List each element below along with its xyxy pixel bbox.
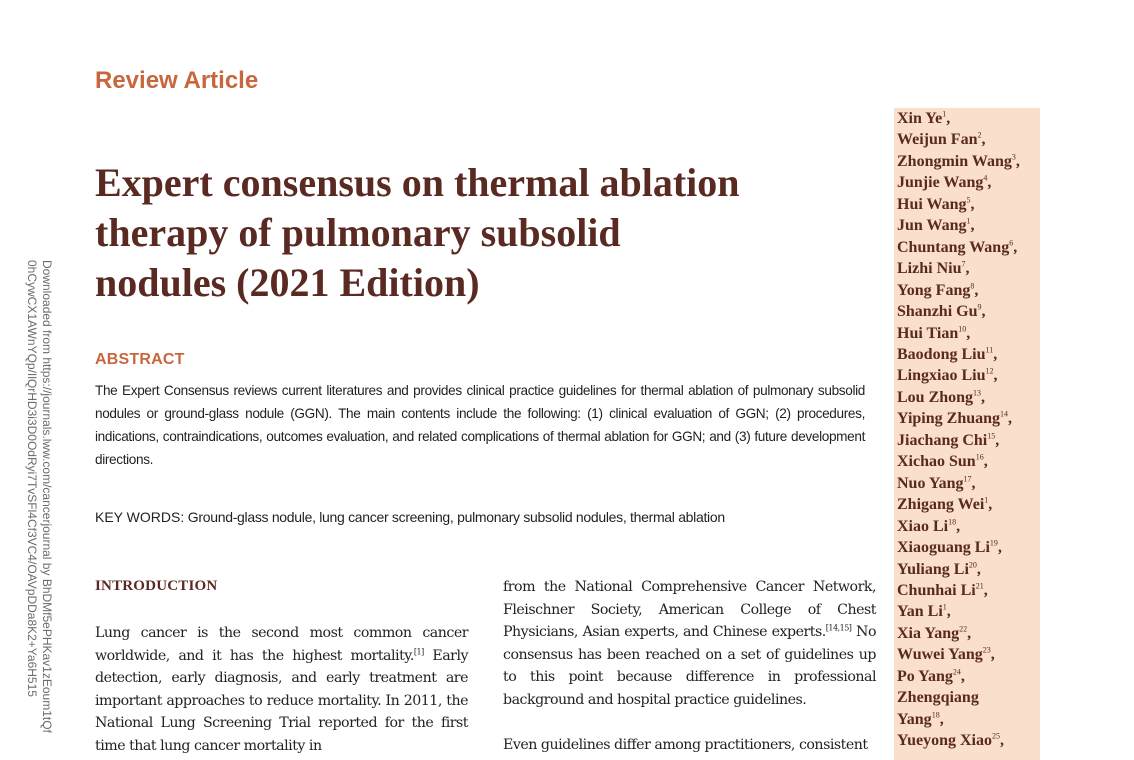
author-name[interactable]: Junjie Wang [897, 174, 984, 192]
author-separator: , [990, 646, 995, 664]
author-item [897, 365, 1040, 386]
author-affiliation: 15 [987, 431, 996, 441]
author-name[interactable]: Nuo Yang [897, 474, 964, 492]
keywords-text: Ground-glass nodule, lung cancer screening, pulmonary subsolid nodules, thermal ablation [184, 509, 725, 525]
author-affiliation: 25 [991, 731, 1000, 741]
author-item [897, 129, 1040, 150]
author-separator: , [983, 453, 988, 471]
author-name[interactable]: Xin Ye [897, 110, 943, 127]
author-item [897, 108, 1040, 129]
author-affiliation: 20 [968, 560, 977, 570]
author-affiliation: 1 [966, 216, 971, 226]
author-name[interactable]: Baodong Liu [897, 345, 986, 363]
intro-right-paragraph [503, 576, 876, 711]
author-item [897, 408, 1040, 429]
author-name[interactable]: Jun Wang [897, 217, 967, 235]
author-separator: , [939, 710, 944, 728]
author-affiliation: 23 [982, 646, 991, 655]
author-name[interactable]: Zhongmin Wang [897, 152, 1012, 170]
download-watermark [2, 260, 62, 760]
author-item [897, 451, 1040, 472]
author-affiliation: 12 [985, 367, 994, 377]
author-affiliation: 19 [989, 538, 998, 548]
author-item [897, 473, 1040, 494]
author-name[interactable]: Yang [897, 710, 932, 728]
abstract-heading: ABSTRACT [95, 351, 185, 368]
author-name[interactable]: Xichao Sun [897, 453, 976, 471]
author-separator: , [1015, 152, 1020, 170]
author-name[interactable]: Yiping Zhuang [897, 410, 1001, 428]
intro-left-text: Early detection, early diagnosis, and early treatment are important approaches to reduce mortality. In 2011, the National Lung Screening Trial reported for the first time that lung cancer mortality in [95, 647, 468, 754]
author-affiliation: 5 [966, 195, 971, 205]
author-affiliation: 13 [973, 388, 982, 398]
author-item [897, 666, 1040, 687]
author-item [897, 601, 1040, 622]
author-separator: , [988, 496, 993, 514]
intro-right-text: from the National Comprehensive Cancer Network, Fleischner Society, American College of Chest Physicians, Asian experts, and Chinese experts. [503, 579, 876, 640]
author-separator: , [999, 732, 1004, 750]
author-separator: , [970, 217, 975, 235]
author-separator: , [967, 624, 972, 642]
author-name[interactable]: Yuliang Li [897, 560, 969, 578]
author-item [897, 301, 1040, 322]
author-affiliation: 2 [977, 131, 982, 141]
author-item [897, 623, 1040, 644]
download-line-2: 0hCywCX1AWnYQp/IlQrHD3i3D0OdRyi7TvSFl4Cf3VC4/OAVpDDa8K2+Ya6H515 [25, 260, 39, 697]
author-name[interactable]: Yong Fang [897, 281, 971, 299]
author-separator: , [956, 517, 961, 535]
author-item [897, 709, 1040, 730]
author-item [897, 430, 1040, 451]
author-item [897, 172, 1040, 193]
author-affiliation: 4 [983, 174, 988, 184]
author-affiliation: 24 [952, 667, 961, 677]
author-affiliation: 17 [963, 474, 972, 484]
author-separator: , [966, 324, 971, 342]
author-name[interactable]: Zhigang Wei [897, 496, 985, 514]
author-item [897, 151, 1040, 172]
author-item [897, 580, 1040, 601]
author-separator: , [946, 603, 951, 621]
author-name[interactable]: Chuntang Wang [897, 238, 1010, 256]
author-separator: , [995, 431, 1000, 449]
author-name[interactable]: Po Yang [897, 667, 953, 685]
author-item [897, 215, 1040, 236]
author-item [897, 344, 1040, 365]
author-item [897, 516, 1040, 537]
author-name[interactable]: Wuwei Yang [897, 646, 983, 664]
author-list [894, 108, 1040, 752]
title-line: nodules (2021 Edition) [95, 260, 480, 305]
author-item [897, 537, 1040, 558]
authors-panel [894, 108, 1040, 760]
author-separator: , [974, 281, 979, 299]
author-item [897, 559, 1040, 580]
title-line: Expert consensus on thermal ablation [95, 160, 740, 205]
author-affiliation: 1 [942, 109, 947, 119]
citation-ref[interactable]: [1] [413, 646, 424, 656]
article-type-label: Review Article [95, 67, 259, 94]
author-name[interactable]: Weijun Fan [897, 131, 978, 149]
citation-ref[interactable]: [14,15] [825, 623, 852, 633]
author-name[interactable]: Lingxiao Liu [897, 367, 986, 385]
author-name[interactable]: Xia Yang [897, 624, 960, 642]
intro-left-text: Lung cancer is the second most common cancer worldwide, and it has the highest mortality. [95, 625, 468, 664]
author-separator: , [965, 260, 970, 278]
author-affiliation: 18 [948, 517, 957, 527]
author-affiliation: 8 [970, 281, 975, 291]
author-affiliation: 10 [958, 324, 967, 334]
author-separator: , [1008, 410, 1013, 428]
author-item [897, 687, 1040, 708]
author-separator: , [993, 367, 998, 385]
author-affiliation: 6 [1009, 238, 1014, 248]
author-affiliation: 1 [984, 495, 989, 505]
author-affiliation: 14 [1000, 410, 1009, 420]
author-separator: , [970, 195, 975, 213]
author-affiliation: 18 [931, 710, 940, 720]
author-name[interactable]: Shanzhi Gu [897, 303, 978, 321]
author-separator: , [981, 131, 986, 149]
author-separator: , [960, 667, 965, 685]
author-name[interactable]: Chunhai Li [897, 581, 976, 599]
author-item [897, 644, 1040, 665]
author-separator: , [971, 474, 976, 492]
author-separator: , [946, 110, 951, 127]
author-item [897, 323, 1040, 344]
author-name[interactable]: Zhengqiang [897, 689, 979, 707]
author-name[interactable]: Xiao Li [897, 517, 949, 535]
author-item [897, 494, 1040, 515]
keywords-label: KEY WORDS: [95, 509, 185, 525]
introduction-heading: INTRODUCTION [95, 578, 218, 594]
author-item [897, 387, 1040, 408]
title-line: therapy of pulmonary subsolid [95, 210, 621, 255]
author-name[interactable]: Jiachang Chi [897, 431, 988, 449]
author-item [897, 730, 1040, 751]
author-item [897, 258, 1040, 279]
author-name[interactable]: Xiaoguang Li [897, 539, 990, 557]
intro-left-paragraph [95, 622, 468, 757]
intro-right-paragraph-2: Even guidelines differ among practitioners, consistent [503, 737, 868, 753]
download-line-1: Downloaded from https://journals.lww.com/cancerjournal by BhDMf5ePHKav1zEoum1tQf [40, 260, 54, 733]
author-separator: , [993, 345, 998, 363]
author-affiliation: 16 [975, 452, 984, 462]
author-separator: , [981, 388, 986, 406]
author-name[interactable]: Lou Zhong [897, 388, 974, 406]
author-name[interactable]: Yueyong Xiao [897, 732, 992, 750]
abstract-body: The Expert Consensus reviews current literatures and provides clinical practice guidelines for thermal ablation of pulmonary subsolid nodules or ground-glass nodule (GGN). The main contents include the following: (1) clinical evaluation of GGN; (2) procedures, indications, contraindications, outcomes evaluation, and related complications of thermal ablation for GGN; and (3) future development directions. [95, 383, 865, 467]
author-separator: , [981, 303, 986, 321]
author-affiliation: 22 [959, 624, 968, 634]
author-separator: , [987, 174, 992, 192]
author-affiliation: 3 [1011, 152, 1016, 162]
author-affiliation: 11 [985, 345, 994, 355]
author-affiliation: 7 [961, 259, 966, 269]
keywords [95, 507, 875, 527]
author-separator: , [976, 560, 981, 578]
author-affiliation: 21 [975, 581, 984, 591]
author-item [897, 194, 1040, 215]
author-separator: , [983, 581, 988, 599]
article-title [95, 158, 815, 308]
author-name[interactable]: Hui Tian [897, 324, 959, 342]
author-item [897, 237, 1040, 258]
author-item [897, 280, 1040, 301]
intro-right-text: No consensus has been reached on a set of guidelines up to this point because difference in professional background and hospital practice guidelines. [503, 624, 876, 708]
author-name[interactable]: Hui Wang [897, 195, 967, 213]
author-name[interactable]: Yan Li [897, 603, 943, 621]
author-name[interactable]: Lizhi Niu [897, 260, 962, 278]
author-affiliation: 9 [977, 302, 982, 312]
author-affiliation: 1 [942, 603, 947, 613]
author-separator: , [1013, 238, 1018, 256]
author-separator: , [997, 539, 1002, 557]
